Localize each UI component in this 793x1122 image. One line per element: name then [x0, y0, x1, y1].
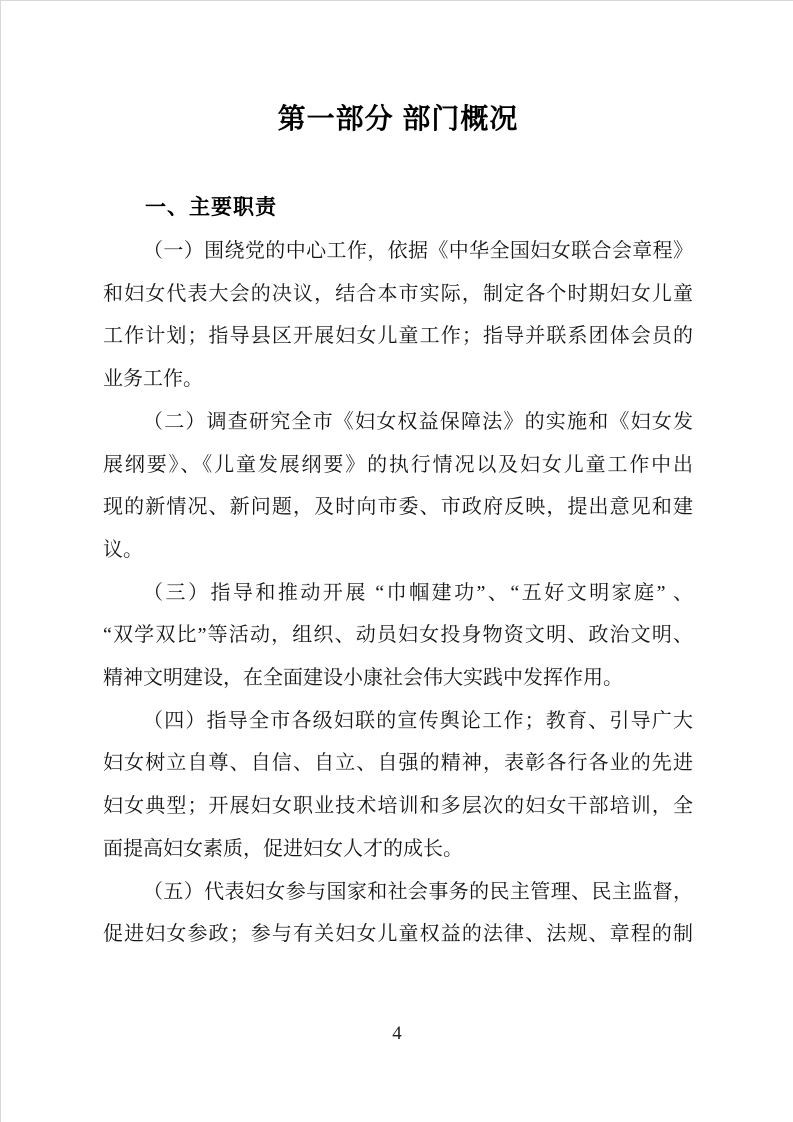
paragraph-line: 精神文明建设，在全面建设小康社会伟大实践中发挥作用。	[103, 667, 623, 690]
page-number: 4	[392, 1023, 402, 1044]
paragraph-line: 议。	[103, 538, 143, 561]
paragraph-line: （三）指导和推动开展 “巾帼建功”、“五好文明家庭” 、	[143, 581, 693, 604]
paragraph-line: （二）调查研究全市《妇女权益保障法》的实施和《妇女发	[143, 410, 693, 433]
paragraph-line: 工作计划；指导县区开展妇女儿童工作；指导并联系团体会员的	[103, 325, 693, 348]
paragraph-line: （一）围绕党的中心工作，依据《中华全国妇女联合会章程》	[143, 240, 693, 262]
body-text	[103, 230, 693, 956]
page-title: 第一部分 部门概况	[277, 103, 519, 134]
paragraph-line: 展纲要》、《儿童发展纲要》的执行情况以及妇女儿童工作中出	[103, 453, 693, 476]
section-heading: 一、主要职责	[145, 196, 277, 219]
paragraph-line: （五）代表妇女参与国家和社会事务的民主管理、民主监督，	[143, 880, 693, 903]
paragraph-line: 面提高妇女素质，促进妇女人才的成长。	[103, 837, 463, 860]
paragraph-line: 现的新情况、新问题，及时向市委、市政府反映，提出意见和建	[103, 496, 693, 519]
paragraph-line: 妇女树立自尊、自信、自立、自强的精神，表彰各行各业的先进	[103, 752, 693, 775]
paragraph-line: 促进妇女参政；参与有关妇女儿童权益的法律、法规、章程的制	[103, 923, 693, 946]
paragraph-line: （四）指导全市各级妇联的宣传舆论工作；教育、引导广大	[143, 709, 693, 732]
paragraph-line: 妇女典型；开展妇女职业技术培训和多层次的妇女干部培训，全	[103, 795, 693, 818]
paragraph-line: 业务工作。	[103, 368, 203, 391]
paragraph-line: “双学双比”等活动，组织、动员妇女投身物资文明、政治文明、	[103, 624, 693, 647]
paragraph-line: 和妇女代表大会的决议，结合本市实际，制定各个时期妇女儿童	[103, 282, 693, 305]
